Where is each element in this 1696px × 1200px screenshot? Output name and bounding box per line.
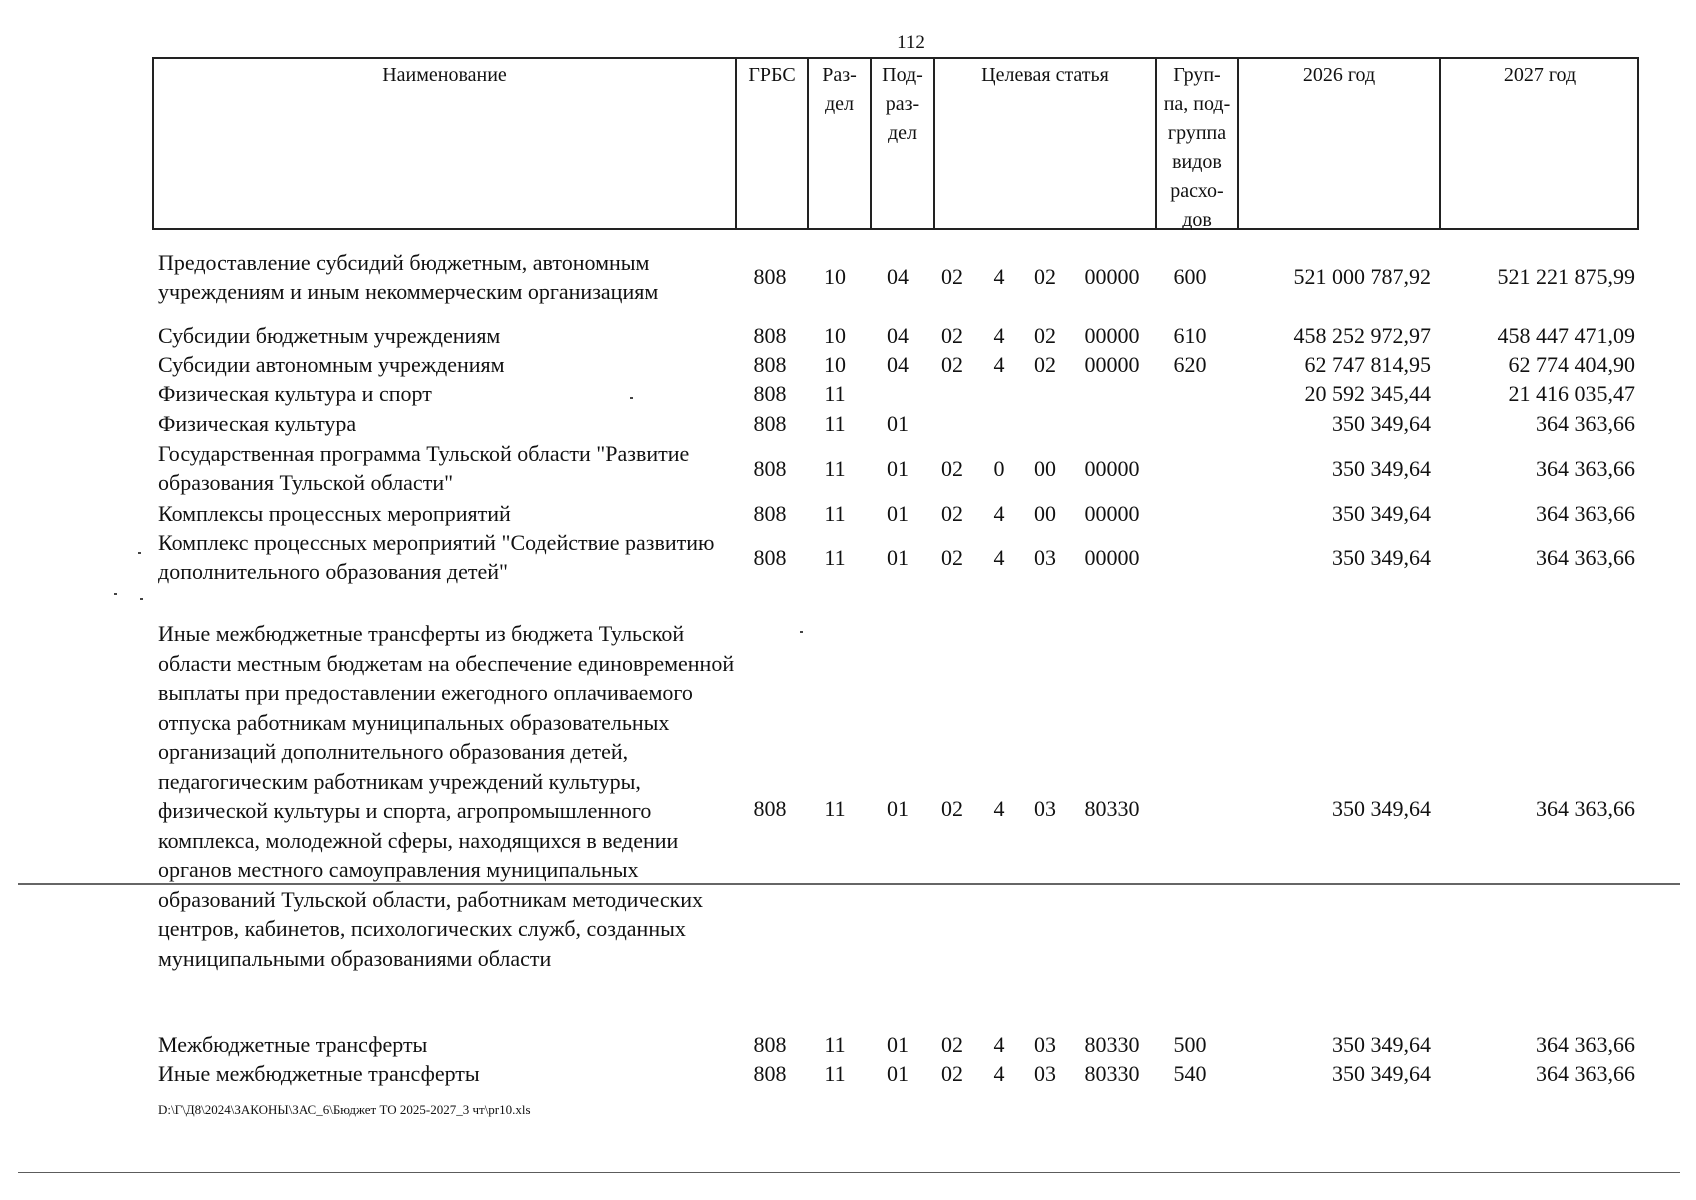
- row-target-2: 4: [993, 264, 1005, 289]
- row-razdel: 11: [824, 545, 846, 570]
- row-2027: 364 363,66: [1536, 501, 1635, 526]
- row-2026: 458 252 972,97: [1293, 323, 1431, 348]
- row-target-1: 02: [941, 352, 963, 377]
- row-podrazdel: 04: [887, 323, 909, 348]
- row-target-4: 00000: [1084, 501, 1140, 526]
- header-podrazdel: Под- раз- дел: [870, 59, 933, 228]
- row-2027: 458 447 471,09: [1497, 323, 1635, 348]
- row-target-3: 03: [1034, 1061, 1056, 1086]
- row-podrazdel: 01: [887, 501, 909, 526]
- row-name: Комплекс процессных мероприятий "Содействие развитию дополнительного образования детей": [158, 530, 715, 584]
- row-target-2: 4: [993, 796, 1005, 821]
- row-name: Иные межбюджетные трансферты: [158, 1061, 480, 1086]
- header-name: Наименование: [382, 64, 507, 86]
- row-razdel: 11: [824, 1061, 846, 1086]
- row-target-2: 4: [993, 501, 1005, 526]
- row-grbs: 808: [753, 381, 787, 406]
- row-target-1: 02: [941, 264, 963, 289]
- row-grbs: 808: [753, 456, 787, 481]
- row-target-2: 4: [993, 1032, 1005, 1057]
- row-grbs: 808: [753, 323, 787, 348]
- row-target-4: 80330: [1084, 1032, 1140, 1057]
- row-target-2: 4: [993, 1061, 1005, 1086]
- row-2027: 364 363,66: [1536, 545, 1635, 570]
- row-group: 620: [1173, 352, 1207, 377]
- row-target-1: 02: [941, 1061, 963, 1086]
- row-group: 500: [1173, 1032, 1207, 1057]
- row-2026: 350 349,64: [1332, 1032, 1431, 1057]
- row-target-2: 4: [993, 352, 1005, 377]
- row-2027: 21 416 035,47: [1508, 381, 1635, 406]
- row-target-3: 02: [1034, 323, 1056, 348]
- row-target-4: 80330: [1084, 1061, 1140, 1086]
- row-podrazdel: 01: [887, 1061, 909, 1086]
- row-podrazdel: 01: [887, 796, 909, 821]
- row-razdel: 11: [824, 501, 846, 526]
- row-target-3: 02: [1034, 352, 1056, 377]
- row-name: Физическая культура и спорт: [158, 381, 432, 406]
- row-podrazdel: 04: [887, 264, 909, 289]
- scan-speck: [138, 552, 141, 554]
- row-target-3: 00: [1034, 501, 1056, 526]
- row-grbs: 808: [753, 545, 787, 570]
- row-grbs: 808: [753, 796, 787, 821]
- row-name: Государственная программа Тульской области "Развитие образования Тульской области": [158, 441, 690, 495]
- row-target-3: 03: [1034, 545, 1056, 570]
- row-razdel: 11: [824, 411, 846, 436]
- row-2027: 364 363,66: [1536, 411, 1635, 436]
- row-razdel: 10: [824, 352, 846, 377]
- row-name: Субсидии бюджетным учреждениям: [158, 323, 501, 348]
- row-target-1: 02: [941, 545, 963, 570]
- scan-speck: [630, 397, 633, 399]
- row-target-4: 00000: [1084, 456, 1140, 481]
- row-grbs: 808: [753, 1032, 787, 1057]
- scan-speck: [114, 593, 117, 595]
- row-razdel: 11: [824, 381, 846, 406]
- header-razdel: Раз- дел: [807, 59, 870, 228]
- row-2027: 364 363,66: [1536, 1032, 1635, 1057]
- row-grbs: 808: [753, 352, 787, 377]
- row-grbs: 808: [753, 411, 787, 436]
- row-target-1: 02: [941, 456, 963, 481]
- row-grbs: 808: [753, 501, 787, 526]
- row-target-2: 4: [993, 545, 1005, 570]
- scan-speck: [800, 631, 803, 633]
- row-target-3: 03: [1034, 796, 1056, 821]
- row-target-1: 02: [941, 323, 963, 348]
- row-target-1: 02: [941, 796, 963, 821]
- row-name: Комплексы процессных мероприятий: [158, 501, 511, 526]
- row-target-2: 0: [993, 456, 1005, 481]
- row-name: Предоставление субсидий бюджетным, автономным учреждениям и иным некоммерческим организациям: [158, 250, 659, 304]
- table-header: [152, 57, 1639, 230]
- row-2027: 364 363,66: [1536, 456, 1635, 481]
- row-razdel: 10: [824, 323, 846, 348]
- row-2026: 350 349,64: [1332, 501, 1431, 526]
- row-razdel: 11: [824, 1032, 846, 1057]
- header-year-2026: 2026 год: [1237, 59, 1439, 228]
- row-2027: 521 221 875,99: [1497, 264, 1635, 289]
- row-2026: 20 592 345,44: [1304, 381, 1431, 406]
- header-expense-group: Груп- па, под- группа видов расхо- дов: [1155, 59, 1237, 228]
- row-name: Физическая культура: [158, 411, 357, 436]
- row-2026: 521 000 787,92: [1293, 264, 1431, 289]
- row-group: 610: [1173, 323, 1207, 348]
- file-path-footer: D:\Г\Д8\2024\ЗАКОНЫ\ЗАС_6\Бюджет ТО 2025-2027_3 чт\pr10.xls: [158, 1102, 531, 1117]
- row-name: Субсидии автономным учреждениям: [158, 352, 505, 377]
- row-podrazdel: 01: [887, 456, 909, 481]
- row-podrazdel: 01: [887, 545, 909, 570]
- row-target-3: 03: [1034, 1032, 1056, 1057]
- header-target-article: Целевая статья: [933, 59, 1155, 228]
- row-razdel: 10: [824, 264, 846, 289]
- row-target-1: 02: [941, 501, 963, 526]
- row-2027: 364 363,66: [1536, 1061, 1635, 1086]
- row-razdel: 11: [824, 796, 846, 821]
- row-target-4: 80330: [1084, 796, 1140, 821]
- row-name: Иные межбюджетные трансферты из бюджета Тульской области местным бюджетам на обеспечение единовременной выплаты при предоставлении ежегодного оплачиваемого отпуска работникам муниципальных образовательных организаций дополнительного образования детей, педагогическим работникам учреждений культуры, физической культуры и спорта, агропромышленного комплекса, молодежной сферы, находящихся в ведении органов местного самоуправления муниципальных образований Тульской области, работникам методических центров, кабинетов, психологических служб, созданных муниципальными образованиями области: [158, 621, 735, 971]
- row-2027: 62 774 404,90: [1508, 352, 1635, 377]
- header-grbs: ГРБС: [735, 59, 807, 228]
- row-grbs: 808: [753, 1061, 787, 1086]
- row-target-4: 00000: [1084, 323, 1140, 348]
- bottom-rule: [18, 1172, 1680, 1173]
- row-podrazdel: 01: [887, 411, 909, 436]
- row-2026: 350 349,64: [1332, 545, 1431, 570]
- row-name: Межбюджетные трансферты: [158, 1032, 428, 1057]
- row-target-1: 02: [941, 1032, 963, 1057]
- row-target-2: 4: [993, 323, 1005, 348]
- row-2027: 364 363,66: [1536, 796, 1635, 821]
- row-target-3: 00: [1034, 456, 1056, 481]
- row-target-4: 00000: [1084, 264, 1140, 289]
- row-podrazdel: 01: [887, 1032, 909, 1057]
- row-razdel: 11: [824, 456, 846, 481]
- row-2026: 350 349,64: [1332, 1061, 1431, 1086]
- row-grbs: 808: [753, 264, 787, 289]
- row-group: 540: [1173, 1061, 1207, 1086]
- row-podrazdel: 04: [887, 352, 909, 377]
- row-2026: 350 349,64: [1332, 796, 1431, 821]
- page-number: 112: [897, 32, 925, 53]
- row-2026: 350 349,64: [1332, 411, 1431, 436]
- scan-line-artifact: [18, 883, 1680, 885]
- row-target-4: 00000: [1084, 352, 1140, 377]
- row-2026: 350 349,64: [1332, 456, 1431, 481]
- row-target-3: 02: [1034, 264, 1056, 289]
- scan-speck: [140, 598, 143, 600]
- row-target-4: 00000: [1084, 545, 1140, 570]
- row-2026: 62 747 814,95: [1304, 352, 1431, 377]
- row-group: 600: [1173, 264, 1207, 289]
- header-year-2027: 2027 год: [1439, 59, 1639, 228]
